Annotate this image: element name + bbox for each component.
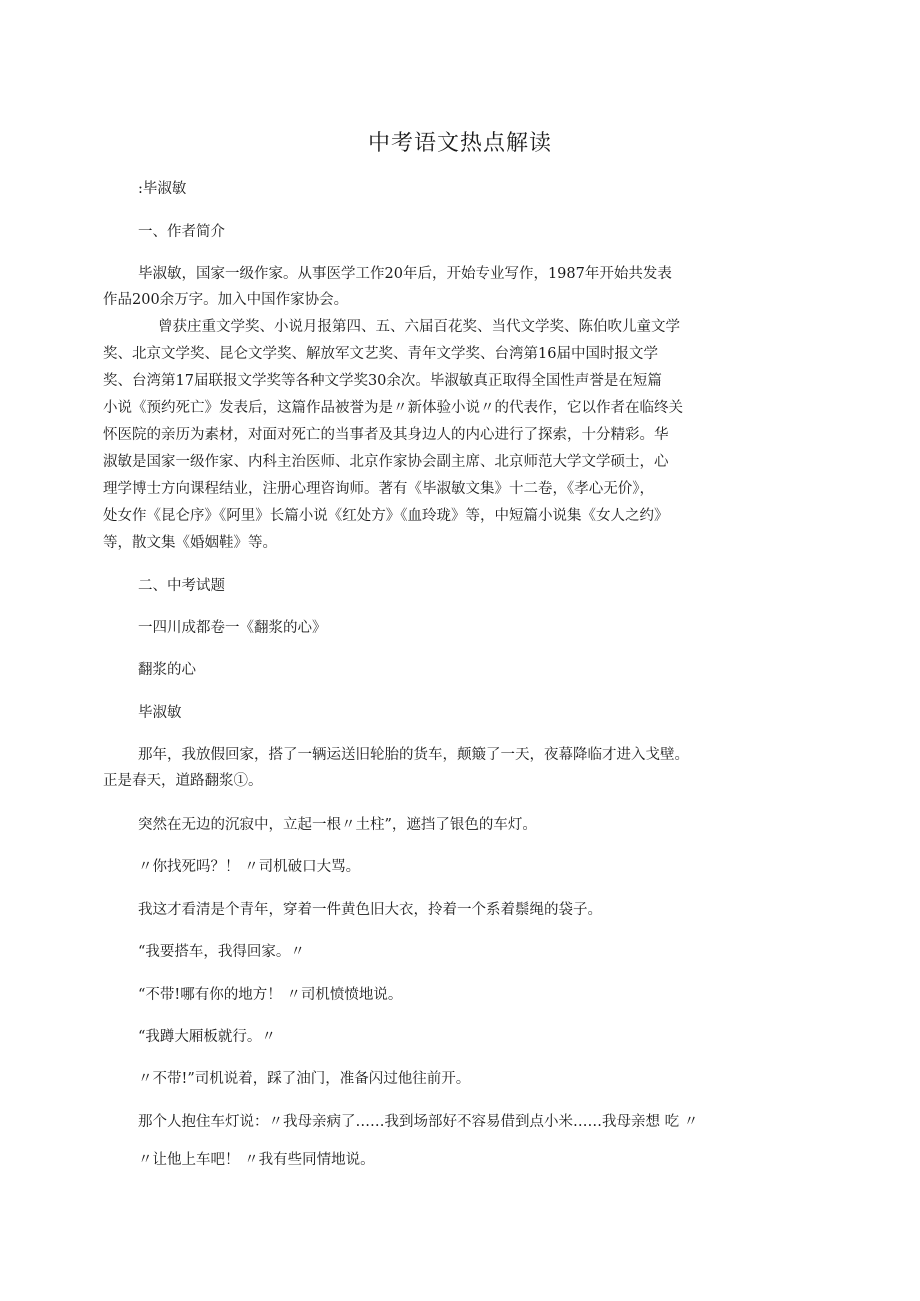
awards-line-7: 理学博士方向课程结业，注册心理咨询师。著有《毕淑敏文集》十二卷，《孝心无价》， — [103, 481, 654, 497]
intro-line-1: 毕淑敏，国家一级作家。从事医学工作20年后，开始专业写作，1987年开始共发表 — [138, 266, 672, 282]
paragraph-4: 我这才看清是个青年，穿着一件黄色旧大衣，拎着一个系着鬃绳的袋子。 — [138, 902, 602, 918]
story-title: 翻浆的心 — [138, 662, 196, 678]
section-heading-exam: 二、中考试题 — [138, 578, 225, 594]
awards-line-8: 处女作《昆仑序》《阿里》长篇小说《红处方》《血玲珑》等，中短篇小说集《女人之约》 — [103, 508, 669, 524]
section-heading-author-intro: 一、作者简介 — [138, 224, 225, 240]
author-line: :毕淑敏 — [138, 181, 187, 197]
paragraph-1-line-1: 那年，我放假回家，搭了一辆运送旧轮胎的货车，颠簸了一天，夜幕降临才进入戈壁。 — [138, 747, 689, 763]
paragraph-6: “不带!哪有你的地方！ 〃司机愤愤地说。 — [138, 987, 403, 1003]
paragraph-7: “我蹲大厢板就行。〃 — [138, 1029, 276, 1045]
awards-line-1: 曾获庄重文学奖、小说月报第四、五、六届百花奖、当代文学奖、陈伯吹儿童文学 — [158, 319, 680, 335]
paragraph-10: 〃让他上车吧！ 〃我有些同情地说。 — [138, 1152, 375, 1168]
awards-line-9: 等，散文集《婚姻鞋》等。 — [103, 535, 277, 551]
paragraph-1-line-2: 正是春天，道路翻浆①。 — [103, 773, 263, 789]
document-title: 中考语文热点解读 — [367, 131, 552, 156]
paragraph-9: 那个人抱住车灯说：〃我母亲病了……我到场部好不容易借到点小米……我母亲想 吃 〃 — [138, 1114, 699, 1130]
paragraph-5: “我要搭车，我得回家。〃 — [138, 944, 305, 960]
paragraph-2: 突然在无边的沉寂中，立起一根〃土柱”，遮挡了银色的车灯。 — [138, 817, 537, 833]
awards-line-5: 怀医院的亲历为素材，对面对死亡的当事者及其身边人的内心进行了探索，十分精彩。华 — [103, 427, 669, 443]
story-author: 毕淑敏 — [138, 705, 182, 721]
paragraph-3: 〃你找死吗？！ 〃司机破口大骂。 — [138, 859, 361, 875]
awards-line-6: 淑敏是国家一级作家、内科主治医师、北京作家协会副主席、北京师范大学文学硕士，心 — [103, 454, 669, 470]
awards-line-4: 小说《预约死亡》发表后，这篇作品被誉为是〃新体验小说〃的代表作，它以作者在临终关 — [103, 400, 683, 416]
paragraph-8: 〃不带!”司机说着，踩了油门，准备闪过他往前开。 — [138, 1071, 471, 1087]
exam-source: 一四川成都卷一《翻浆的心》 — [138, 620, 327, 636]
intro-line-2: 作品200余万字。加入中国作家协会。 — [103, 292, 349, 308]
awards-line-2: 奖、北京文学奖、昆仑文学奖、解放军文艺奖、青年文学奖、台湾第16届中国时报文学 — [103, 346, 658, 362]
awards-line-3: 奖、台湾第17届联报文学奖等各种文学奖30余次。毕淑敏真正取得全国性声誉是在短篇 — [103, 373, 662, 389]
